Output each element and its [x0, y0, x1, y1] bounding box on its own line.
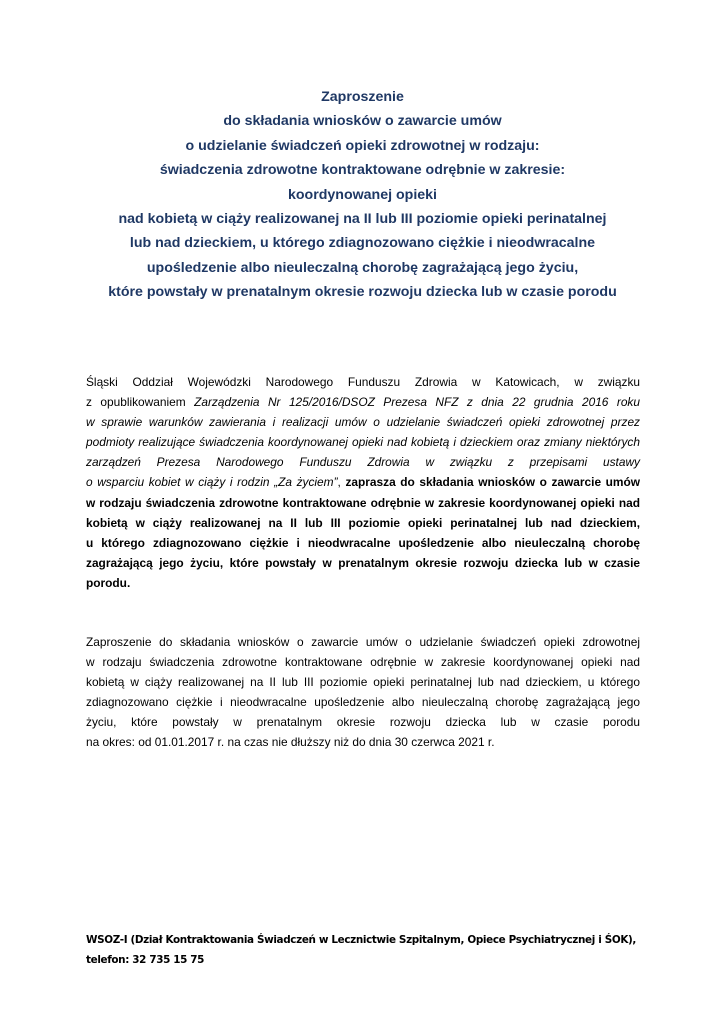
regulation-reference: w sprawie warunków zawierania i realizacji umów o udzielanie świadczeń opieki zdrowotnej przez — [86, 415, 640, 430]
paragraph-line: kobietą w ciąży realizowanej na II lub III poziomie opieki perinatalnej lub nad dzieckiem, u którego — [86, 675, 640, 690]
invitation-statement: kobietą w ciąży realizowanej na II lub III poziomie opieki perinatalnej lub nad dzieckiem, — [86, 515, 640, 530]
title-line: świadczenia zdrowotne kontraktowane odrębnie w zakresie: — [159, 162, 566, 179]
paragraph-line: Śląski Oddział Wojewódzki Narodowego Funduszu Zdrowia w Katowicach, w związku — [86, 375, 640, 389]
invitation-statement: zagrażającą jego życiu, które powstały w prenatalnym okresie rozwoju dziecka lub w czasie — [86, 555, 640, 570]
regulation-reference: o wsparciu kobiet w ciąży i rodzin „Za życiem” — [86, 475, 338, 490]
department-name: WSOZ-I (Dział Kontraktowania Świadczeń w Lecznictwie Szpitalnym, Opiece Psychiatrycznej i ŚOK), — [86, 934, 637, 946]
title-line: nad kobietą w ciąży realizowanej na II lub III poziomie opieki perinatalnej — [118, 210, 607, 227]
paragraph-line: życiu, które powstały w prenatalnym okresie rozwoju dziecka lub w czasie porodu — [86, 715, 640, 730]
contract-period: na okres: od 01.01.2017 r. na czas nie dłuższy niż do dnia 30 czerwca 2021 r. — [86, 735, 495, 750]
regulation-reference: zarządzeń Prezesa Narodowego Funduszu Zdrowia w związku z przepisami ustawy — [86, 455, 640, 470]
title-line: lub nad dzieckiem, u którego zdiagnozowano ciężkie i nieodwracalne — [129, 235, 596, 252]
title-line: do składania wniosków o zawarcie umów — [223, 113, 502, 130]
title-line: które powstały w prenatalnym okresie rozwoju dziecka lub w czasie porodu — [108, 284, 617, 301]
invitation-statement: w rodzaju świadczenia zdrowotne kontraktowane odrębnie w zakresie koordynowanej opieki nad — [86, 495, 640, 510]
invitation-title — [60, 85, 665, 305]
regulation-reference: podmioty realizujące świadczenia koordynowanej opieki nad kobietą i dzieckiem oraz zmiany niektórych — [86, 435, 640, 450]
regulation-reference: Zarządzenia Nr 125/2016/DSOZ Prezesa NFZ z dnia 22 grudnia 2016 roku — [194, 395, 640, 410]
paragraph-line: w rodzaju świadczenia zdrowotne kontraktowane odrębnie w zakresie koordynowanej opieki nad — [86, 655, 640, 670]
contact-footer — [86, 931, 676, 970]
title-line: koordynowanej opieki — [288, 186, 437, 203]
paragraph-line — [86, 472, 640, 492]
title-line: o udzielanie świadczeń opieki zdrowotnej w rodzaju: — [185, 137, 540, 154]
title-line: Zaproszenie — [321, 89, 404, 105]
announcement-paragraph — [86, 372, 640, 593]
invitation-statement: porodu. — [86, 575, 131, 590]
phone-number: telefon: 32 735 15 75 — [86, 953, 205, 966]
paragraph-line: Zaproszenie do składania wniosków o zawarcie umów o udzielanie świadczeń opieki zdrowotnej — [86, 635, 640, 649]
contract-period-paragraph — [86, 632, 640, 753]
separator: , — [337, 475, 346, 490]
intro-text: z opublikowaniem — [86, 395, 195, 410]
paragraph-line — [86, 392, 640, 412]
invitation-statement: u którego zdiagnozowano ciężkie i nieodwracalne upośledzenie albo nieuleczalną chorobę — [86, 535, 640, 550]
paragraph-line: zdiagnozowano ciężkie i nieodwracalne upośledzenie albo nieuleczalną chorobę zagrażającą jego — [86, 695, 640, 710]
title-line: upośledzenie albo nieuleczalną chorobę zagrażającą jego życiu, — [146, 259, 579, 276]
invitation-statement: zaprasza do składania wniosków o zawarcie umów — [345, 475, 641, 490]
